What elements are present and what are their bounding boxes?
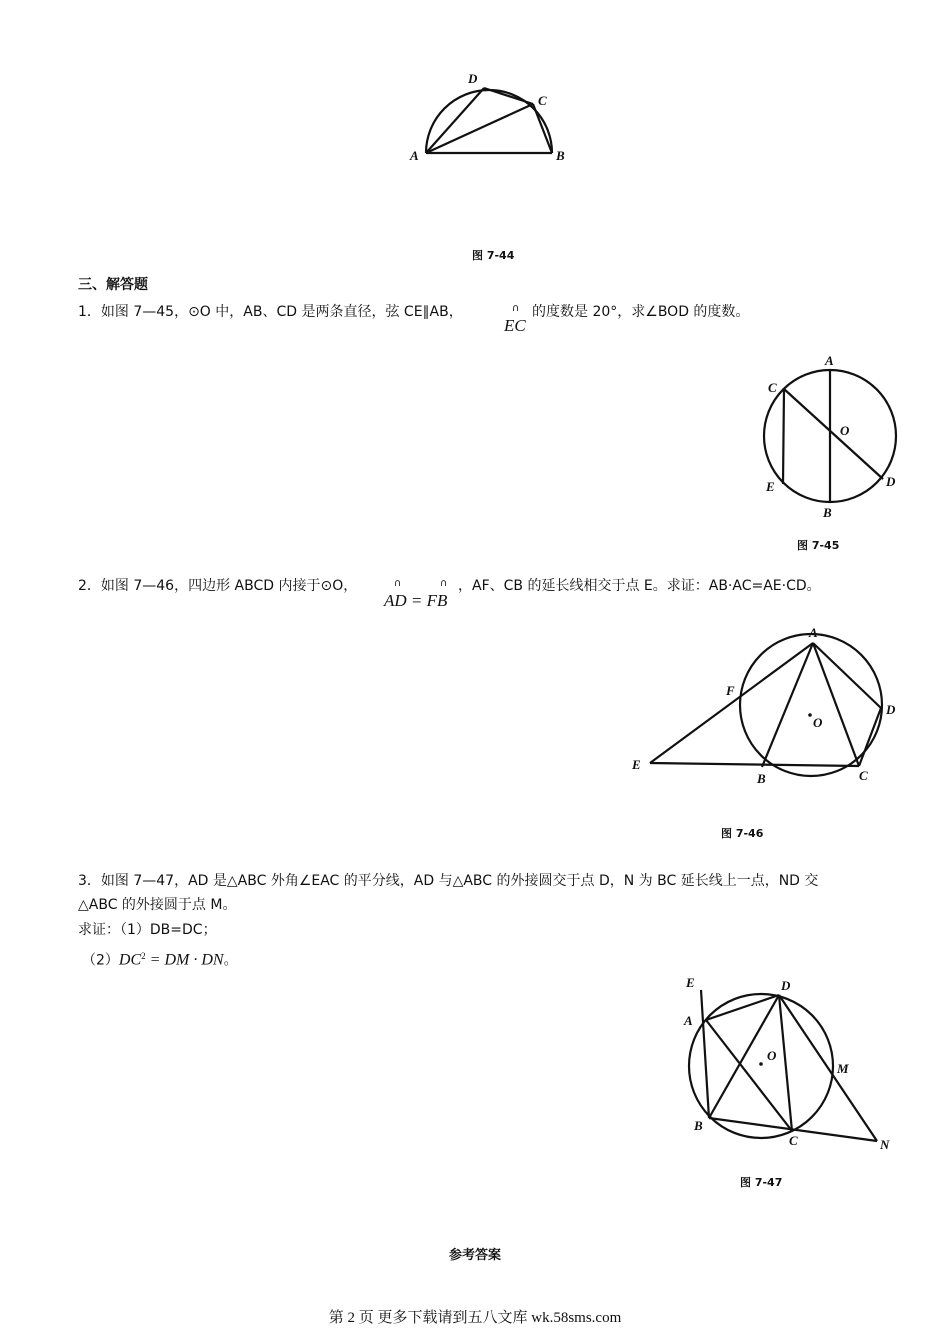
fig47-label-o: O	[767, 1048, 777, 1063]
figure-7-44-drawing	[426, 88, 552, 153]
figure-7-46-caption: 图 7-46	[721, 827, 764, 840]
q1-arc-symbol: ∩	[512, 303, 520, 314]
q3-part2-exp: 2	[141, 951, 146, 961]
figure-7-45-caption: 图 7-45	[797, 539, 840, 552]
page-footer: 第 2 页 更多下载请到五八文库 wk.58sms.com	[328, 1310, 622, 1326]
fig46-label-o: O	[813, 715, 823, 730]
q1-text-a: 1．如图 7—45，⊙O 中，AB、CD 是两条直径，弦 CE∥AB，	[78, 304, 463, 320]
circle-o-46	[740, 634, 882, 776]
fig45-label-c: C	[768, 380, 777, 395]
fig46-label-a: A	[809, 625, 818, 640]
fig46-label-e: E	[632, 757, 641, 772]
q2-text-a: 2．如图 7—46，四边形 ABCD 内接于⊙O，	[78, 578, 358, 594]
fig44-label-a: A	[410, 148, 419, 163]
fig44-label-c: C	[538, 93, 547, 108]
fig45-label-o: O	[840, 423, 850, 438]
q3-part2-math-b: = DM · DN	[145, 951, 224, 969]
q3-line-2: △ABC 的外接圆于点 M。	[78, 897, 237, 913]
fig47-label-b: B	[694, 1118, 703, 1133]
fig45-label-e: E	[766, 479, 775, 494]
figure-7-45-drawing	[764, 370, 896, 502]
fig45-label-d: D	[886, 474, 896, 489]
q3-line-1: 3．如图 7—47，AD 是△ABC 外角∠EAC 的平分线，AD 与△ABC 的外接圆交于点 D，N 为 BC 延长线上一点，ND 交	[78, 873, 819, 889]
fig47-label-d: D	[781, 978, 791, 993]
answers-title: 参考答案	[448, 1248, 501, 1263]
q2-arc-symbol-1: ∩	[394, 578, 402, 589]
fig46-label-f: F	[726, 683, 735, 698]
section-title: 三、解答题	[78, 277, 148, 293]
q2-math: AD = FB	[384, 591, 448, 610]
q2-arc-symbol-2: ∩	[440, 578, 448, 589]
q1-text-b: 的度数是 20°，求∠BOD 的度数。	[532, 304, 750, 320]
figure-7-44-caption: 图 7-44	[472, 249, 515, 262]
q1-arc-label: EC	[504, 316, 526, 335]
fig44-label-b: B	[556, 148, 565, 163]
center-dot-47	[759, 1062, 763, 1066]
figure-7-47-caption: 图 7-47	[740, 1176, 783, 1189]
figure-7-47-drawing	[689, 990, 877, 1141]
q3-part2	[82, 946, 238, 971]
fig47-label-m: M	[837, 1061, 849, 1076]
fig47-label-c: C	[789, 1133, 798, 1148]
fig44-label-d: D	[468, 71, 478, 86]
center-dot-46	[808, 713, 812, 717]
fig45-label-b: B	[823, 505, 832, 520]
q3-part2-suffix: 。	[223, 952, 238, 969]
fig46-label-b: B	[757, 771, 766, 786]
q3-part2-prefix: （2）	[82, 952, 119, 969]
fig47-label-a: A	[684, 1013, 693, 1028]
fig47-label-n: N	[880, 1137, 890, 1152]
fig46-label-d: D	[886, 702, 896, 717]
q2-text-b: ，AF、CB 的延长线相交于点 E。求证：AB·AC=AE·CD。	[458, 578, 821, 594]
figure-7-46-drawing	[650, 634, 882, 776]
q3-line-3: 求证：（1）DB=DC；	[78, 922, 217, 938]
fig45-label-a: A	[825, 353, 834, 368]
fig47-label-e: E	[686, 975, 695, 990]
q3-part2-math-a: DC	[118, 951, 142, 969]
fig46-label-c: C	[859, 768, 868, 783]
